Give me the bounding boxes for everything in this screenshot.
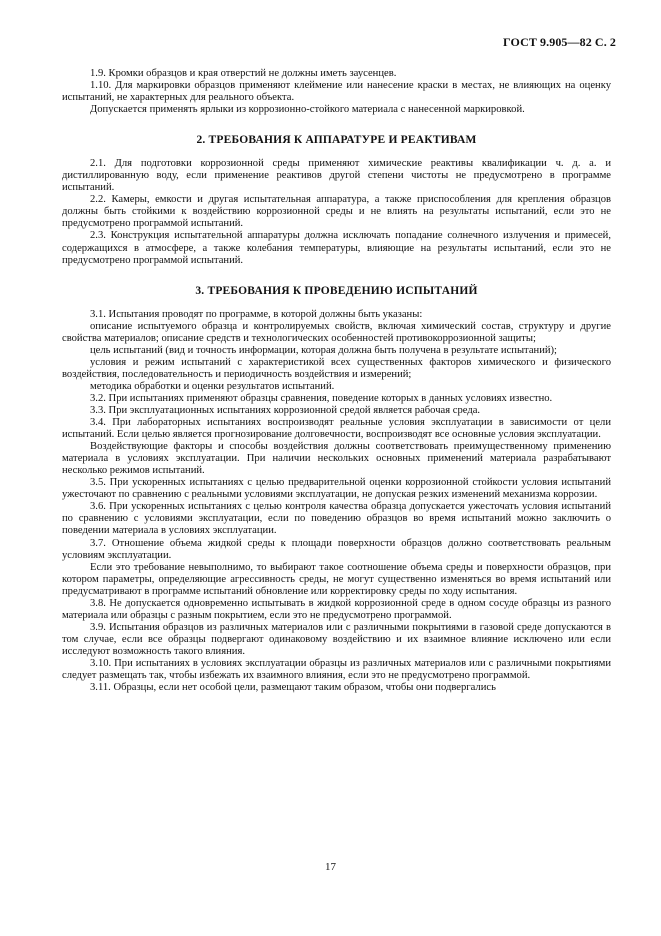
paragraph-3-11: 3.11. Образцы, если нет особой цели, размещают таким образом, чтобы они подвергались xyxy=(90,682,496,694)
paragraph-2-3: 2.3. Конструкция испытательной аппаратуры должна исключать попадание солнечного излучения и примесей, содержащихся в атмосфере, а также колебания температуры, влияющие на результаты испытаний, если это не предусмотрено программой испытаний. xyxy=(62,230,611,266)
page-header: ГОСТ 9.905—82 С. 2 xyxy=(503,35,616,49)
paragraph-3-3: 3.3. При эксплуатационных испытаниях коррозионной средой является рабочая среда. xyxy=(90,404,481,416)
paragraph-3-2: 3.2. При испытаниях применяют образцы сравнения, поведение которых в данных условиях известно. xyxy=(90,392,553,404)
paragraph-3-1: 3.1. Испытания проводят по программе, в которой должны быть указаны: xyxy=(90,308,423,320)
paragraph-1-10: 1.10. Для маркировки образцов применяют клеймение или нанесение краски в местах, не влияющих на оценку испытаний, не характерных для реального объекта. xyxy=(62,80,611,104)
page-content xyxy=(62,68,611,694)
paragraph-3-10: 3.10. При испытаниях в условиях эксплуатации образцы из различных материалов или с различными покрытиями следует размещать так, чтобы избежать их взаимного влияния, если это не предусмотрено программой. xyxy=(62,657,611,682)
paragraph-1-9: 1.9. Кромки образцов и края отверстий не должны иметь заусенцев. xyxy=(90,68,397,79)
paragraph-2-2: 2.2. Камеры, емкости и другая испытательная аппаратура, а также приспособления для крепления образцов должны быть стойкими к воздействию коррозионной среды и не влиять на результаты испытаний, если это не предусмотрено программой испытаний. xyxy=(62,194,611,230)
paragraph-3-8: 3.8. Не допускается одновременно испытывать в жидкой коррозионной среде в одном сосуде образцы из разного материала или образцы с разным покрытием, если это не предусмотрено программой. xyxy=(62,597,611,621)
paragraph-labels-note: Допускается применять ярлыки из коррозионно-стойкого материала с нанесенной маркировкой. xyxy=(90,104,525,116)
paragraph-3-1-item-conditions: условия и режим испытаний с характеристикой всех существенных факторов химического и физического воздействия, последовательность и периодичность воздействия и измерений; xyxy=(62,356,611,380)
paragraph-3-7-alternative: Если это требование невыполнимо, то выбирают такое соотношение объема среды и поверхности образцов, при котором параметры, определяющие агрессивность среды, не могут существенно изменяться во время испытаний или предусматривают в программе испытаний обновление или корректировку среды по ходу испытания. xyxy=(62,561,611,597)
paragraph-3-9: 3.9. Испытания образцов из различных материалов или с различными покрытиями в газовой среде допускаются в том случае, если все образцы подвергают одинаковому воздействию и их взаимное влияние исключено или если исследуют возможность такого влияния. xyxy=(62,621,611,657)
paragraph-3-7: 3.7. Отношение объема жидкой среды к площади поверхности образцов должно соответствовать реальным условиям эксплуатации. xyxy=(62,537,611,561)
paragraph-3-4-factors: Воздействующие факторы и способы воздействия должны соответствовать преимущественному применению материала в условиях эксплуатации. При наличии нескольких основных применений материала разрабатывают несколько режимов испытаний. xyxy=(62,441,611,477)
section-2-title: 2. ТРЕБОВАНИЯ К АППАРАТУРЕ И РЕАКТИВАМ xyxy=(196,134,477,147)
paragraph-3-1-item-method: методика обработки и оценки результатов испытаний. xyxy=(90,380,335,392)
paragraph-3-1-item-description: описание испытуемого образца и контролируемых свойств, включая химический состав, структуру и другие свойства материалов; описание средств и технологических особенностей противокоррозионной защиты; xyxy=(62,320,611,344)
page-number: 17 xyxy=(325,861,336,873)
paragraph-2-1: 2.1. Для подготовки коррозионной среды применяют химические реактивы квалификации ч. д. а. и дистиллированную воду, если применение реактивов другой степени чистоты не предусмотрено в программе испытаний. xyxy=(62,158,611,194)
paragraph-3-6: 3.6. При ускоренных испытаниях с целью контроля качества образца допускается ужесточать условия испытаний по сравнению с условиями эксплуатации, если по поведению образцов во время испытаний можно заключить о поведении материала в условиях эксплуатации. xyxy=(62,501,611,537)
paragraph-3-1-item-goal: цель испытаний (вид и точность информации, которая должна быть получена в результате испытаний); xyxy=(90,344,557,356)
paragraph-3-4: 3.4. При лабораторных испытаниях воспроизводят реальные условия эксплуатации в зависимости от цели испытаний. Если целью является прогнозирование долговечности, воспроизводят все основные условия эксплуатации. xyxy=(62,417,611,441)
section-3-title: 3. ТРЕБОВАНИЯ К ПРОВЕДЕНИЮ ИСПЫТАНИЙ xyxy=(195,284,478,297)
paragraph-3-5: 3.5. При ускоренных испытаниях с целью предварительной оценки коррозионной стойкости условия испытаний ужесточают по сравнению с реальными условиями эксплуатации, не допуская резких изменений механизма коррозии. xyxy=(62,477,611,501)
